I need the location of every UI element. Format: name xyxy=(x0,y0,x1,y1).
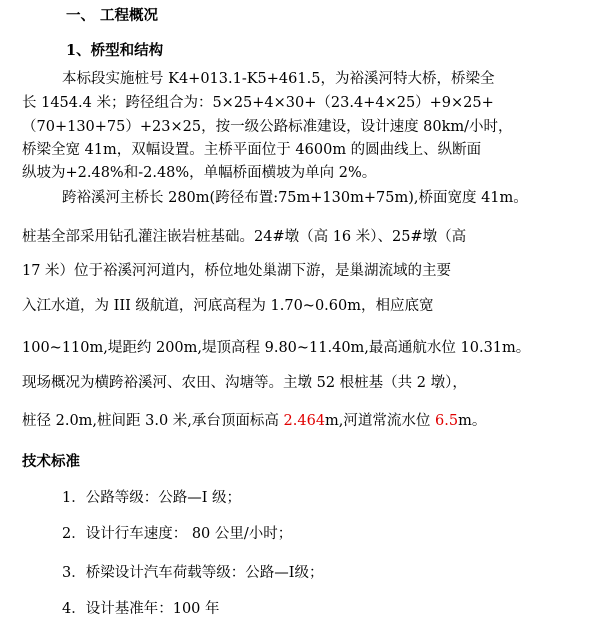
section-heading: 一、 工程概况 xyxy=(66,7,159,24)
paragraph-line: 17 米）位于裕溪河河道内，桥位地处巢湖下游，是巢湖流域的主要 xyxy=(22,263,452,279)
list-item: 2．设计行车速度： 80 公里/小时； xyxy=(62,526,293,542)
paragraph-line: 长 1454.4 米；跨径组合为：5×25+4×30+（23.4+4×25）+9×25+ xyxy=(22,95,494,111)
pile-cap-elevation-value: 2.464 xyxy=(283,413,326,429)
paragraph-line: 100~110m,堤距约 200m,堤顶高程 9.80~11.40m,最高通航水位 10.31m。 xyxy=(22,340,531,356)
paragraph-line: 纵坡为+2.48%和-2.48%，单幅桥面横坡为单向 2%。 xyxy=(22,165,377,181)
paragraph-line: 本标段实施桩号 K4+013.1-K5+461.5，为裕溪河特大桥，桥梁全 xyxy=(62,71,495,87)
subsection-heading: 1、桥型和结构 xyxy=(66,42,164,59)
list-item: 1．公路等级：公路—I 级； xyxy=(62,490,242,506)
paragraph-line: 跨裕溪河主桥长 280m(跨径布置:75m+130m+75m),桥面宽度 41m。 xyxy=(62,190,528,206)
technical-standards-heading: 技术标准 xyxy=(22,453,80,470)
water-level-value: 6.5 xyxy=(435,413,459,429)
list-item: 3．桥梁设计汽车荷载等级：公路—Ⅰ级； xyxy=(62,565,324,581)
paragraph-line: 桥梁全宽 41m，双幅设置。主桥平面位于 4600m 的圆曲线上、纵断面 xyxy=(22,142,482,158)
paragraph-line: 现场概况为横跨裕溪河、农田、沟塘等。主墩 52 根桩基（共 2 墩）， xyxy=(22,375,467,391)
paragraph-line-highlighted: 桩径 2.0m,桩间距 3.0 米,承台顶面标高 2.464m,河道常流水位 6.5m。 xyxy=(22,413,487,429)
paragraph-line: 桩基全部采用钻孔灌注嵌岩桩基础。24#墩（高 16 米）、25#墩（高 xyxy=(22,229,467,245)
paragraph-line: 入江水道，为 III 级航道，河底高程为 1.70~0.60m，相应底宽 xyxy=(22,298,434,314)
paragraph-line: （70+130+75）+23×25，按一级公路标准建设，设计速度 80km/小时， xyxy=(22,119,513,135)
list-item: 4．设计基准年：100 年 xyxy=(62,601,220,617)
